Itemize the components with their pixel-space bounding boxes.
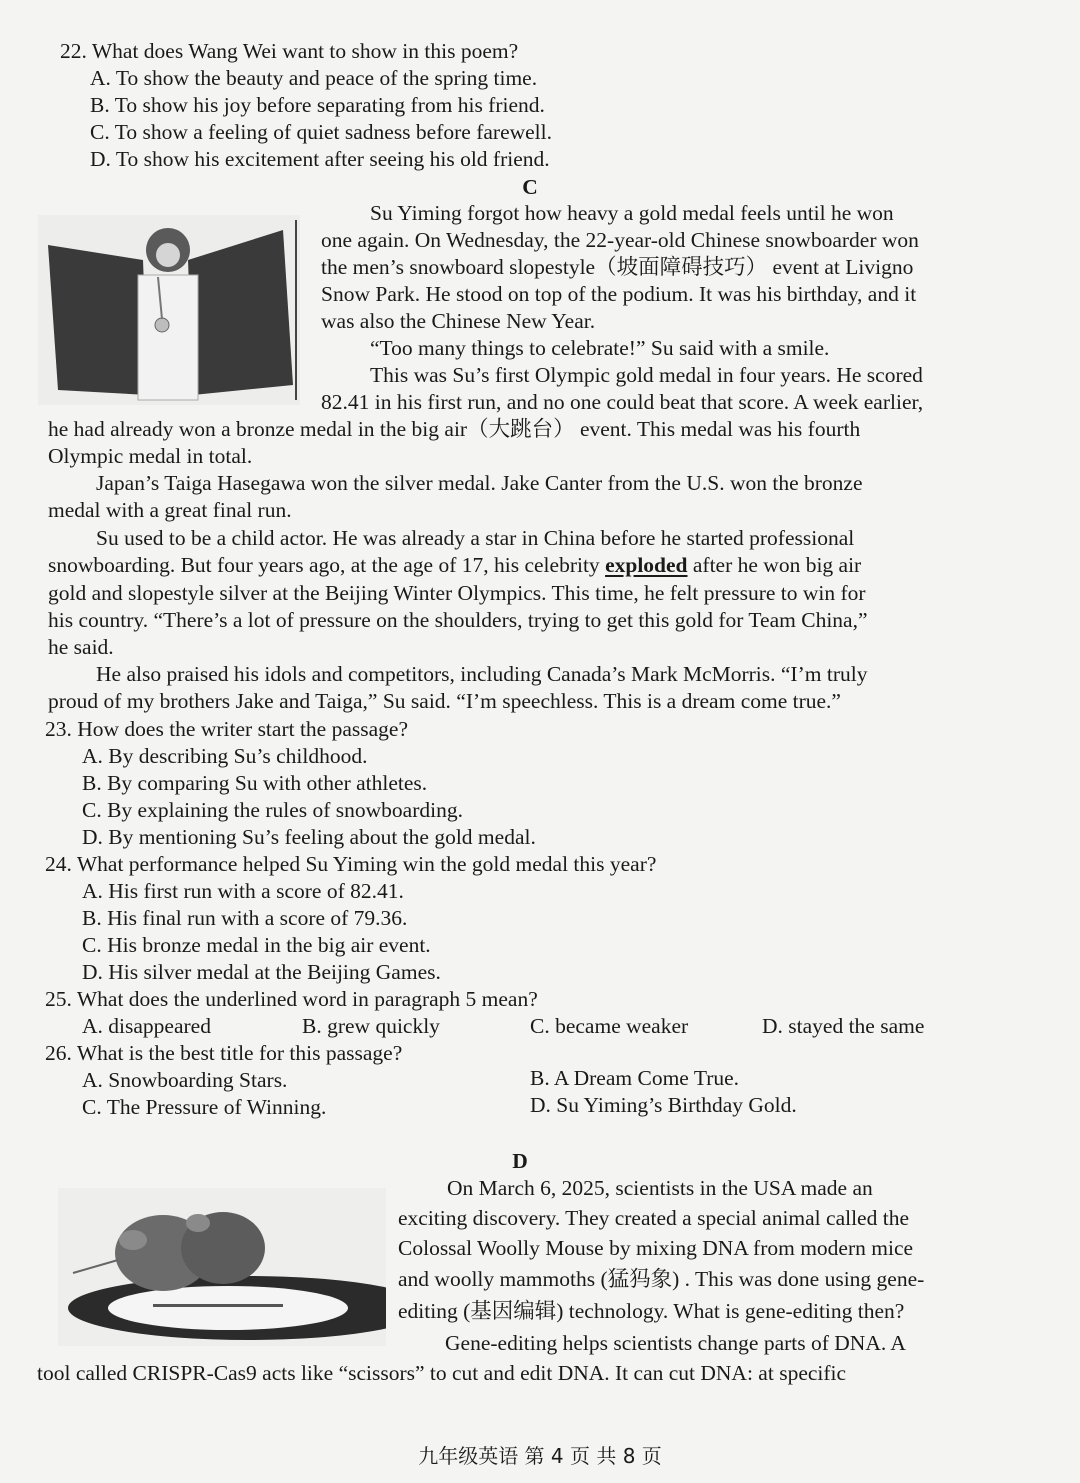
- passage-c-line-5: was also the Chinese New Year.: [321, 309, 596, 333]
- woolly-mouse-photo: [58, 1188, 386, 1346]
- passage-c-line-14-after: after he won big air: [687, 553, 862, 577]
- q22-question: 22. What does Wang Wei want to show in this poem?: [60, 39, 519, 63]
- q25-question: 25. What does the underlined word in paragraph 5 mean?: [45, 987, 538, 1011]
- q26-option-a: A. Snowboarding Stars.: [82, 1068, 288, 1092]
- passage-c-line-3: the men’s snowboard slopestyle（坡面障碍技巧） event at Livigno: [321, 255, 914, 279]
- q24-option-a: A. His first run with a score of 82.41.: [82, 879, 404, 903]
- passage-c-line-14: [48, 552, 861, 579]
- passage-d-line-3: Colossal Woolly Mouse by mixing DNA from modern mice: [398, 1236, 914, 1260]
- passage-c-heading: C: [522, 175, 538, 199]
- q25-option-d: D. stayed the same: [762, 1014, 925, 1038]
- q23-option-a: A. By describing Su’s childhood.: [82, 744, 368, 768]
- q24-option-d: D. His silver medal at the Beijing Games.: [82, 960, 441, 984]
- passage-c-line-2: one again. On Wednesday, the 22-year-old Chinese snowboarder won: [321, 228, 919, 252]
- passage-d-line-5: editing (基因编辑) technology. What is gene-editing then?: [398, 1299, 905, 1323]
- passage-c-line-12: medal with a great final run.: [48, 498, 292, 522]
- q24-option-b: B. His final run with a score of 79.36.: [82, 906, 408, 930]
- q23-option-b: B. By comparing Su with other athletes.: [82, 771, 428, 795]
- q26-question: 26. What is the best title for this passage?: [45, 1041, 403, 1065]
- passage-c-line-16: his country. “There’s a lot of pressure on the shoulders, trying to get this gold for Team China,”: [48, 608, 868, 632]
- q25-option-c: C. became weaker: [530, 1014, 689, 1038]
- q23-option-d: D. By mentioning Su’s feeling about the gold medal.: [82, 825, 536, 849]
- passage-c-line-1: Su Yiming forgot how heavy a gold medal feels until he won: [370, 201, 894, 225]
- passage-d-line-6: Gene-editing helps scientists change parts of DNA. A: [445, 1331, 906, 1355]
- passage-c-line-10: Olympic medal in total.: [48, 444, 253, 468]
- q24-question: 24. What performance helped Su Yiming win the gold medal this year?: [45, 852, 657, 876]
- passage-c-line-19: proud of my brothers Jake and Taiga,” Su said. “I’m speechless. This is a dream come true.”: [48, 689, 841, 713]
- q23-question: 23. How does the writer start the passage?: [45, 717, 409, 741]
- q26-option-b: B. A Dream Come True.: [530, 1066, 740, 1090]
- woolly-mice-image: [58, 1188, 386, 1346]
- passage-c-line-7: This was Su’s first Olympic gold medal in four years. He scored: [370, 363, 923, 387]
- q23-option-c: C. By explaining the rules of snowboarding.: [82, 798, 463, 822]
- passage-d-line-2: exciting discovery. They created a special animal called the: [398, 1206, 909, 1230]
- passage-d-line-1: On March 6, 2025, scientists in the USA made an: [447, 1176, 873, 1200]
- su-yiming-flag-photo: [38, 215, 300, 405]
- passage-c-line-15: gold and slopestyle silver at the Beijing Winter Olympics. This time, he felt pressure to win for: [48, 581, 866, 605]
- q22-option-a: A. To show the beauty and peace of the spring time.: [90, 66, 538, 90]
- passage-c-line-6: “Too many things to celebrate!” Su said with a smile.: [370, 336, 830, 360]
- q22-option-b: B. To show his joy before separating from his friend.: [90, 93, 545, 117]
- q25-option-a: A. disappeared: [82, 1014, 211, 1038]
- q24-option-c: C. His bronze medal in the big air event.: [82, 933, 431, 957]
- passage-c-line-18: He also praised his idols and competitors, including Canada’s Mark McMorris. “I’m truly: [96, 662, 868, 686]
- q22-option-d: D. To show his excitement after seeing his old friend.: [90, 147, 550, 171]
- passage-c-line-9: he had already won a bronze medal in the big air（大跳台） event. This medal was his fourth: [48, 417, 861, 441]
- underlined-word-exploded: exploded: [605, 553, 688, 577]
- passage-d-line-4: and woolly mammoths (猛犸象) . This was done using gene-: [398, 1267, 925, 1291]
- q26-option-c: C. The Pressure of Winning.: [82, 1095, 327, 1119]
- passage-c-line-11: Japan’s Taiga Hasegawa won the silver medal. Jake Canter from the U.S. won the bronze: [96, 471, 863, 495]
- snowboarder-with-flag-image: [38, 215, 300, 405]
- passage-c-line-8: 82.41 in his first run, and no one could beat that score. A week earlier,: [321, 390, 924, 414]
- passage-d-heading: D: [512, 1149, 528, 1173]
- q22-option-c: C. To show a feeling of quiet sadness before farewell.: [90, 120, 552, 144]
- page-footer: 九年级英语 第 4 页 共 8 页: [418, 1444, 662, 1468]
- passage-d-line-7: tool called CRISPR-Cas9 acts like “scissors” to cut and edit DNA. It can cut DNA: at specific: [37, 1361, 847, 1385]
- passage-c-line-13: Su used to be a child actor. He was already a star in China before he started professional: [96, 526, 855, 550]
- passage-c-line-4: Snow Park. He stood on top of the podium. It was his birthday, and it: [321, 282, 917, 306]
- passage-c-line-14-before: snowboarding. But four years ago, at the age of 17, his celebrity: [48, 553, 606, 577]
- bleed-through-text: [820, 48, 825, 71]
- passage-c-line-17: he said.: [48, 635, 114, 659]
- q26-option-d: D. Su Yiming’s Birthday Gold.: [530, 1093, 797, 1117]
- q25-option-b: B. grew quickly: [302, 1014, 440, 1038]
